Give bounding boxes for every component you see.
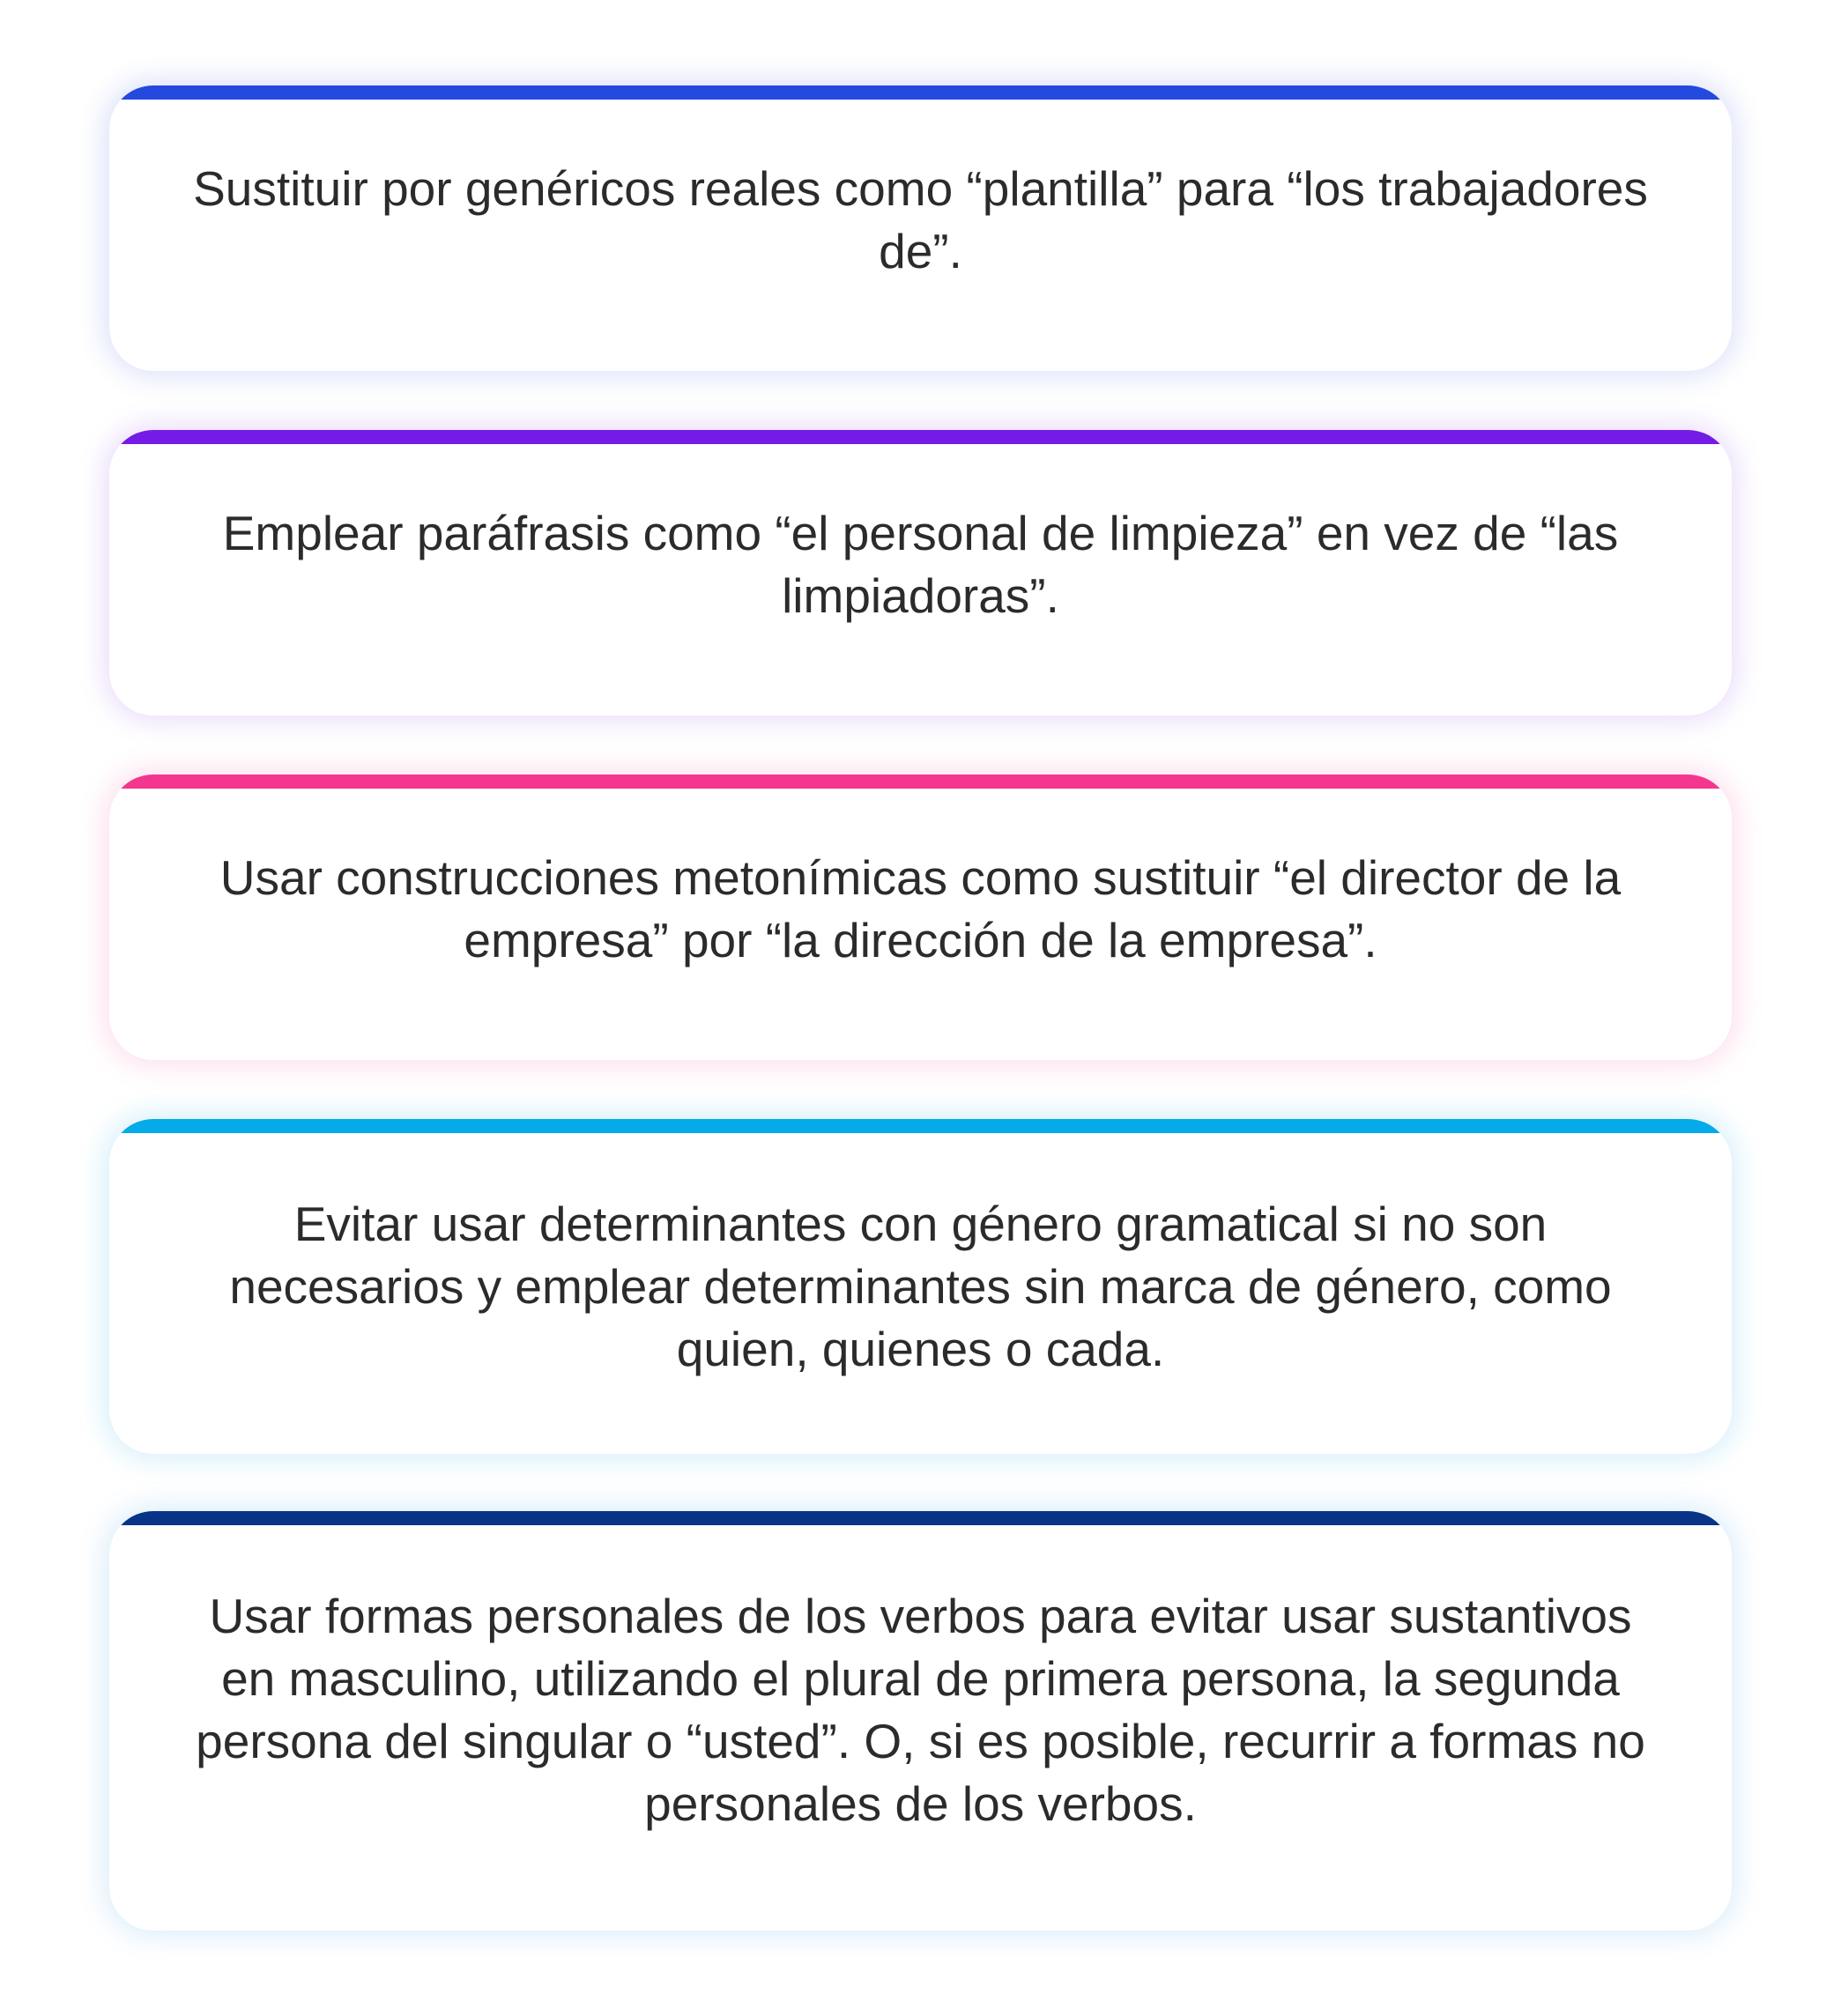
tip-card-2: [109, 430, 1732, 715]
card-accent-bar: [109, 1511, 1732, 1525]
tip-text: Evitar usar determinantes con género gramatical si no son necesarios y emplear determinantes sin marca de género, como quien, quienes o cada.: [229, 1197, 1612, 1376]
tip-card-3: [109, 775, 1732, 1060]
tip-text: Usar formas personales de los verbos para evitar usar sustantivos en masculino, utilizando el plural de primera persona, la segunda persona del singular o “usted”. O, si es posible, recurrir a formas no personales de los verbos.: [196, 1589, 1645, 1831]
tip-card-4: [109, 1119, 1732, 1454]
tip-text: Usar construcciones metonímicas como sustituir “el director de la empresa” por “la dirección de la empresa”.: [219, 850, 1622, 967]
tip-card-5: [109, 1511, 1732, 1931]
tip-text: Emplear paráfrasis como “el personal de limpieza” en vez de “las limpiadoras”.: [222, 506, 1619, 623]
card-accent-bar: [109, 775, 1732, 789]
tip-text: Sustituir por genéricos reales como “plantilla” para “los trabajadores de”.: [193, 161, 1648, 278]
tip-card-1: [109, 85, 1732, 371]
card-accent-bar: [109, 430, 1732, 444]
card-accent-bar: [109, 85, 1732, 100]
card-accent-bar: [109, 1119, 1732, 1133]
